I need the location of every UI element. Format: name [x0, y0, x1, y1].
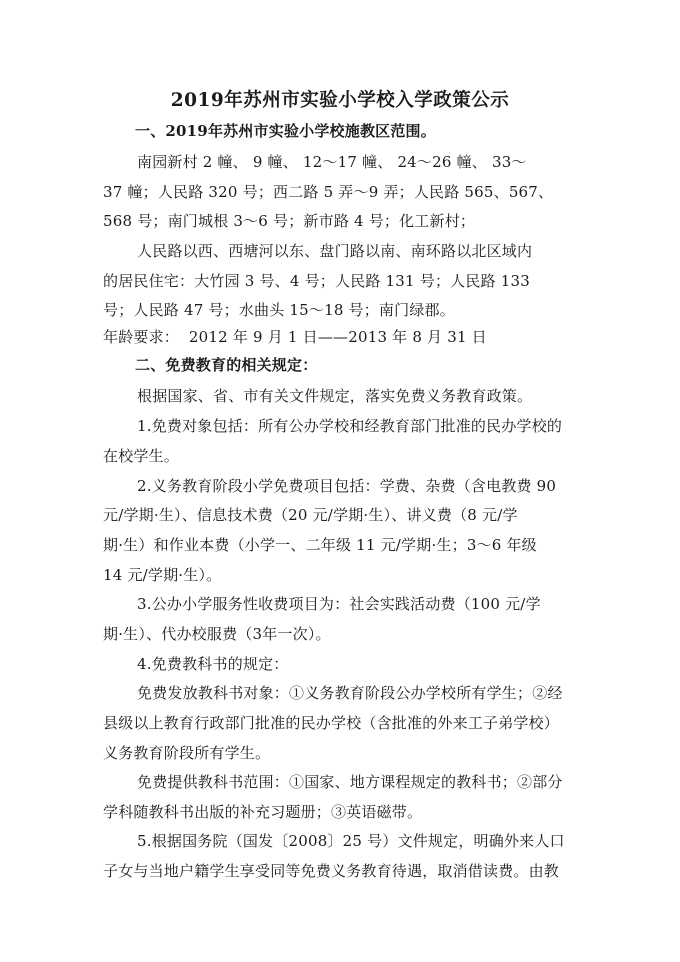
paragraph-line: 义务教育阶段所有学生。	[103, 744, 271, 762]
paragraph-line: 2.义务教育阶段小学免费项目包括：学费、杂费（含电教费 90	[137, 477, 557, 495]
paragraph-line: 期·生）和作业本费（小学一、二年级 11 元/学期·生；3～6 年级	[103, 536, 537, 554]
document-title: 2019年苏州市实验小学校入学政策公示	[170, 90, 510, 111]
paragraph-line: 子女与当地户籍学生享受同等免费义务教育待遇，取消借读费。由教	[103, 862, 560, 880]
paragraph-line: 3.公办小学服务性收费项目为：社会实践活动费（100 元/学	[137, 595, 541, 613]
paragraph-line: 37 幢；人民路 320 号；西二路 5 弄～9 弄；人民路 565、567、	[103, 183, 554, 201]
paragraph-line: 14 元/学期·生）。	[103, 566, 222, 584]
paragraph-line: 免费提供教科书范围：①国家、地方课程规定的教科书；②部分	[137, 773, 563, 791]
paragraph-line: 元/学期·生）、信息技术费（20 元/学期·生）、讲义费（8 元/学	[103, 506, 518, 524]
paragraph-line: 4.免费教科书的规定：	[137, 655, 289, 673]
paragraph-line: 县级以上教育行政部门批准的民办学校（含批准的外来工子弟学校）	[103, 714, 560, 732]
paragraph-line: 568 号；南门城根 3～6 号；新市路 4 号；化工新村；	[103, 212, 476, 230]
paragraph-line: 号；人民路 47 号；水曲头 15～18 号；南门绿郡。	[103, 301, 455, 319]
paragraph-line: 1.免费对象包括：所有公办学校和经教育部门批准的民办学校的	[137, 417, 563, 435]
paragraph-line: 学科随教科书出版的补充习题册；③英语磁带。	[103, 803, 423, 821]
section-heading-2: 二、免费教育的相关规定：	[135, 356, 318, 374]
paragraph-line: 根据国家、省、市有关文件规定，落实免费义务教育政策。	[137, 387, 533, 405]
section-heading-1: 一、2019年苏州市实验小学校施教区范围。	[135, 122, 436, 140]
paragraph-line: 免费发放教科书对象：①义务教育阶段公办学校所有学生；②经	[137, 684, 563, 702]
paragraph-line: 的居民住宅：大竹园 3 号、4 号；人民路 131 号；人民路 133	[103, 272, 530, 290]
age-requirement-line: 年龄要求： 2012 年 9 月 1 日——2013 年 8 月 31 日	[103, 328, 487, 346]
paragraph-line: 人民路以西、西塘河以东、盘门路以南、南环路以北区域内	[137, 242, 533, 260]
paragraph-line: 期·生）、代办校服费（3年一次）。	[103, 625, 331, 643]
paragraph-line: 在校学生。	[103, 447, 180, 465]
paragraph-line: 5.根据国务院（国发〔2008〕25 号）文件规定，明确外来人口	[137, 832, 565, 850]
paragraph-line: 南园新村 2 幢、 9 幢、 12～17 幢、 24～26 幢、 33～	[137, 153, 527, 171]
